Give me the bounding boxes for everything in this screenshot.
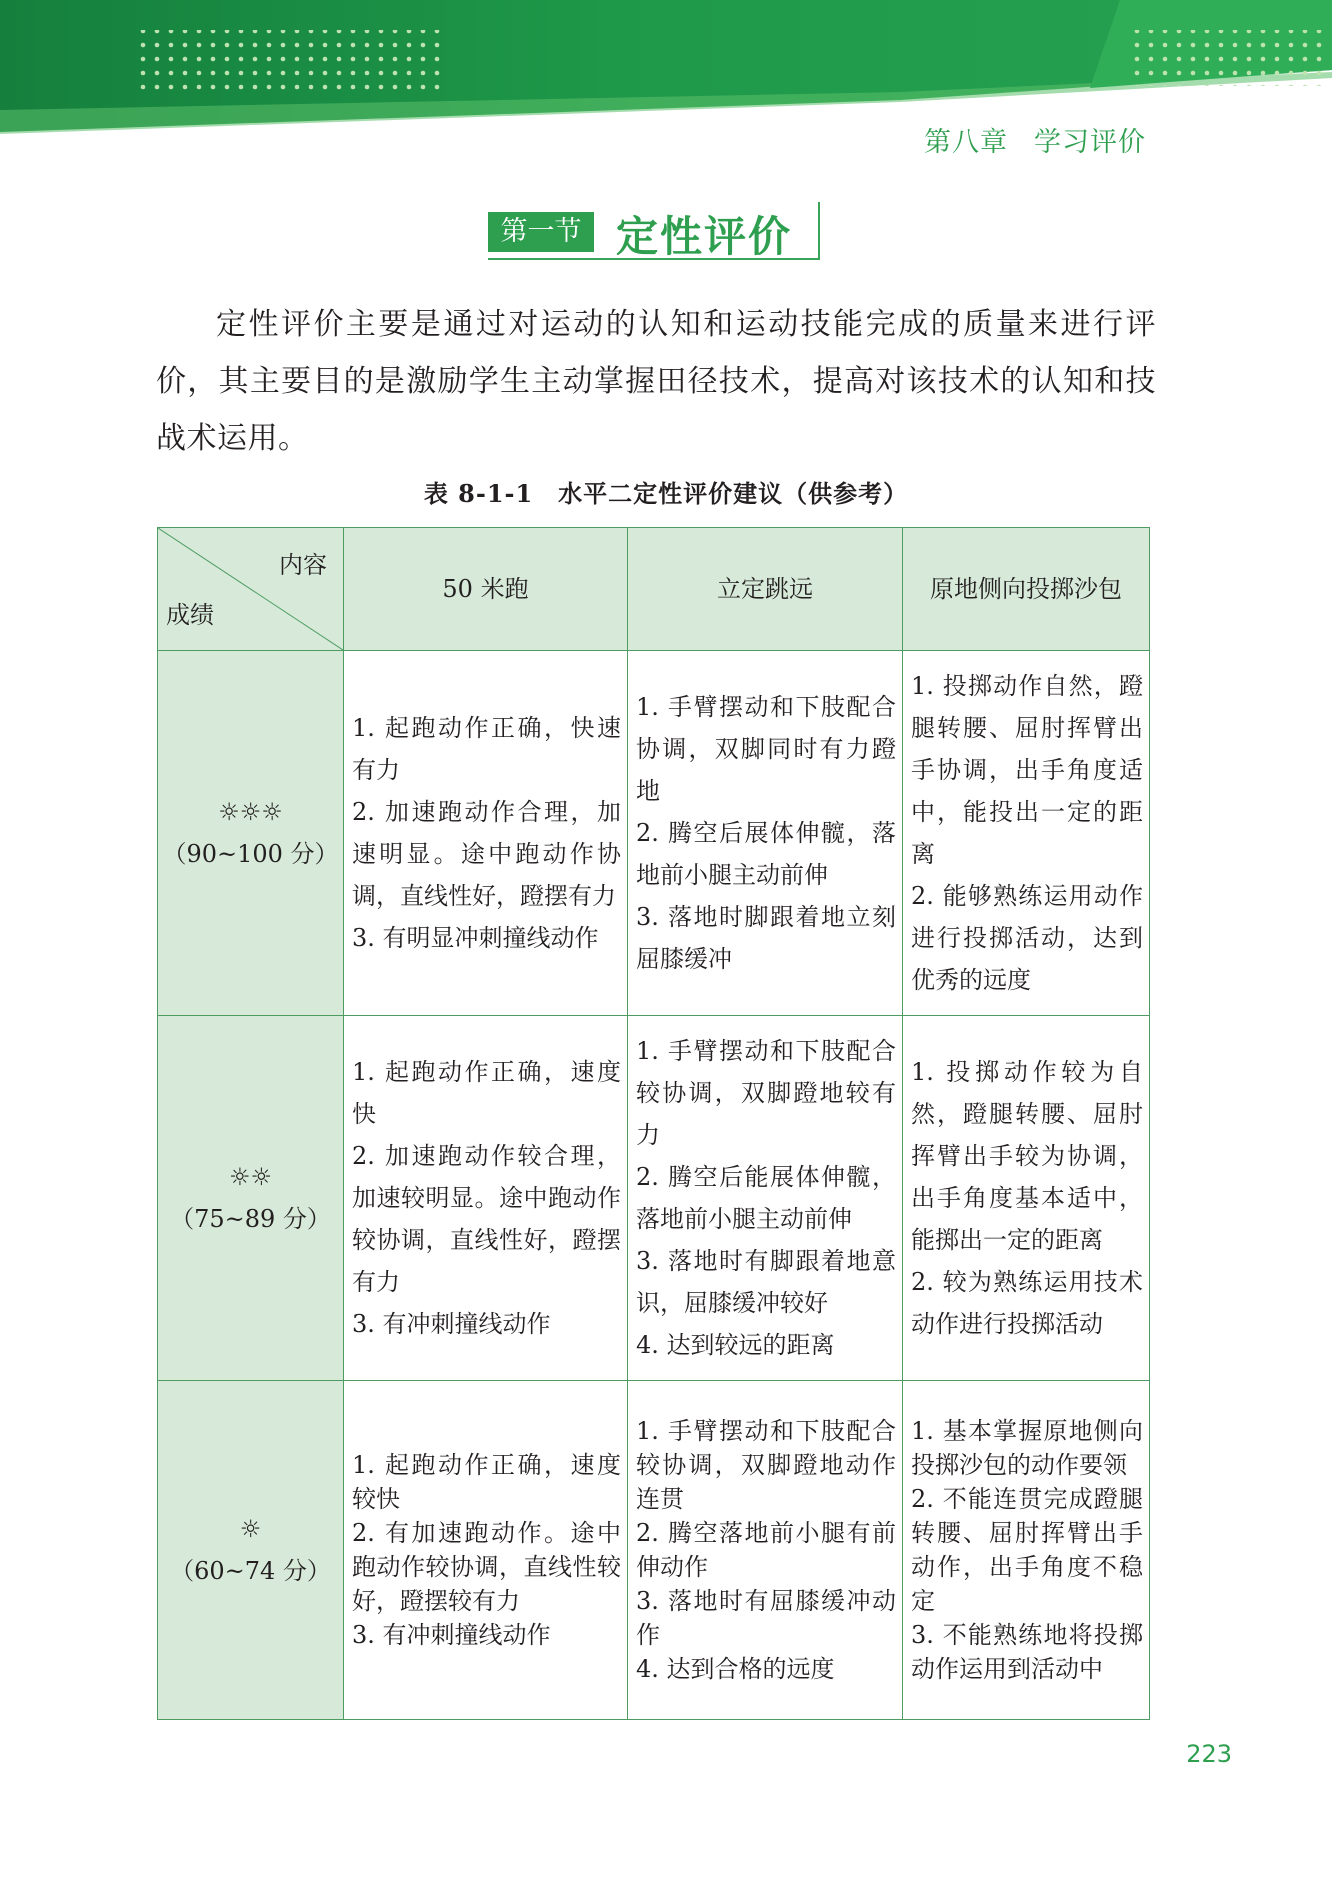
table-cell [344, 651, 628, 1016]
chapter-title: 学习评价 [1034, 127, 1146, 158]
column-header: 立定跳远 [628, 528, 903, 651]
page-number: 223 [1186, 1740, 1232, 1768]
criterion-item: 2. 加速跑动作较合理，加速较明显。途中跑动作较协调，直线性好，蹬摆有力 [352, 1142, 621, 1296]
criterion-item: 1. 投掷动作自然，蹬腿转腰、屈肘挥臂出手协调，出手角度适中，能投出一定的距离 [911, 672, 1143, 868]
section-number: 第一节 [488, 212, 594, 252]
criterion-item: 1. 起跑动作正确，速度快 [352, 1058, 621, 1128]
criterion-item: 3. 有明显冲刺撞线动作 [352, 924, 599, 952]
corner-header-cell [158, 528, 344, 651]
star-rating: ☼ [239, 1515, 262, 1543]
star-rating: ☼☼ [228, 1163, 273, 1191]
grade-cell [158, 1381, 344, 1720]
criterion-item: 2. 较为熟练运用技术动作进行投掷活动 [911, 1268, 1143, 1338]
criterion-item: 1. 手臂摆动和下肢配合较协调，双脚蹬地动作连贯 [636, 1417, 896, 1513]
table-cell [628, 651, 903, 1016]
score-range: （60~74 分） [170, 1557, 331, 1585]
grade-cell [158, 651, 344, 1016]
criterion-item: 4. 达到较远的距离 [636, 1331, 835, 1359]
table-caption: 表 8-1-1 水平二定性评价建议（供参考） [423, 479, 909, 508]
criterion-item: 2. 腾空落地前小腿有前伸动作 [636, 1519, 896, 1581]
table-cell [344, 1381, 628, 1720]
criterion-item: 1. 手臂摆动和下肢配合较协调，双脚蹬地较有力 [636, 1037, 896, 1149]
grade-cell [158, 1016, 344, 1381]
criterion-item: 3. 落地时有脚跟着地意识，屈膝缓冲较好 [636, 1247, 896, 1317]
column-header: 50 米跑 [344, 528, 628, 651]
star-rating: ☼☼☼ [218, 798, 283, 826]
table-row [158, 1381, 1150, 1720]
score-range: （75~89 分） [170, 1205, 331, 1233]
criterion-item: 3. 有冲刺撞线动作 [352, 1621, 551, 1649]
chapter-label: 第八章 [924, 127, 1008, 158]
chapter-header [924, 120, 1146, 159]
criterion-item: 1. 起跑动作正确，快速有力 [352, 714, 621, 784]
criterion-item: 3. 有冲刺撞线动作 [352, 1310, 551, 1338]
dot-pattern-left [140, 30, 440, 90]
header-banner [0, 0, 1332, 140]
criterion-item: 4. 达到合格的远度 [636, 1655, 835, 1683]
table-cell [903, 1381, 1150, 1720]
table-header-row [158, 528, 1150, 651]
criterion-item: 1. 基本掌握原地侧向投掷沙包的动作要领 [911, 1417, 1143, 1479]
criterion-item: 3. 落地时脚跟着地立刻屈膝缓冲 [636, 903, 896, 973]
table-cell [628, 1381, 903, 1720]
column-header: 原地侧向投掷沙包 [903, 528, 1150, 651]
dot-pattern-right [1130, 30, 1330, 86]
corner-score-label: 成绩 [166, 601, 214, 629]
intro-paragraph: 定性评价主要是通过对运动的认知和运动技能完成的质量来进行评价，其主要目的是激励学生主动掌握田径技术，提高对该技术的认知和技战术运用。 [156, 307, 1156, 456]
criterion-item: 1. 手臂摆动和下肢配合协调，双脚同时有力蹬地 [636, 693, 896, 805]
criterion-item: 3. 不能熟练地将投掷动作运用到活动中 [911, 1621, 1143, 1683]
table-cell [903, 651, 1150, 1016]
table-cell [628, 1016, 903, 1381]
criterion-item: 2. 腾空后展体伸髋，落地前小腿主动前伸 [636, 819, 896, 889]
criterion-item: 2. 有加速跑动作。途中跑动作较协调，直线性较好，蹬摆较有力 [352, 1519, 621, 1615]
section-title: 定性评价 [616, 212, 793, 261]
table-row [158, 1016, 1150, 1381]
criterion-item: 1. 投掷动作较为自然，蹬腿转腰、屈肘挥臂出手较为协调，出手角度基本适中，能掷出一定的距离 [911, 1058, 1143, 1254]
table-cell [903, 1016, 1150, 1381]
table-row [158, 651, 1150, 1016]
criterion-item: 2. 不能连贯完成蹬腿转腰、屈肘挥臂出手动作，出手角度不稳定 [911, 1485, 1143, 1615]
criterion-item: 2. 腾空后能展体伸髋，落地前小腿主动前伸 [636, 1163, 896, 1233]
table-cell [344, 1016, 628, 1381]
criterion-item: 3. 落地时有屈膝缓冲动作 [636, 1587, 896, 1649]
criterion-item: 2. 加速跑动作合理，加速明显。途中跑动作协调，直线性好，蹬摆有力 [352, 798, 621, 910]
corner-content-label: 内容 [279, 551, 327, 579]
criterion-item: 2. 能够熟练运用动作进行投掷活动，达到优秀的远度 [911, 882, 1143, 994]
criterion-item: 1. 起跑动作正确，速度较快 [352, 1451, 621, 1513]
score-range: （90~100 分） [162, 840, 339, 868]
evaluation-table [157, 527, 1150, 1720]
